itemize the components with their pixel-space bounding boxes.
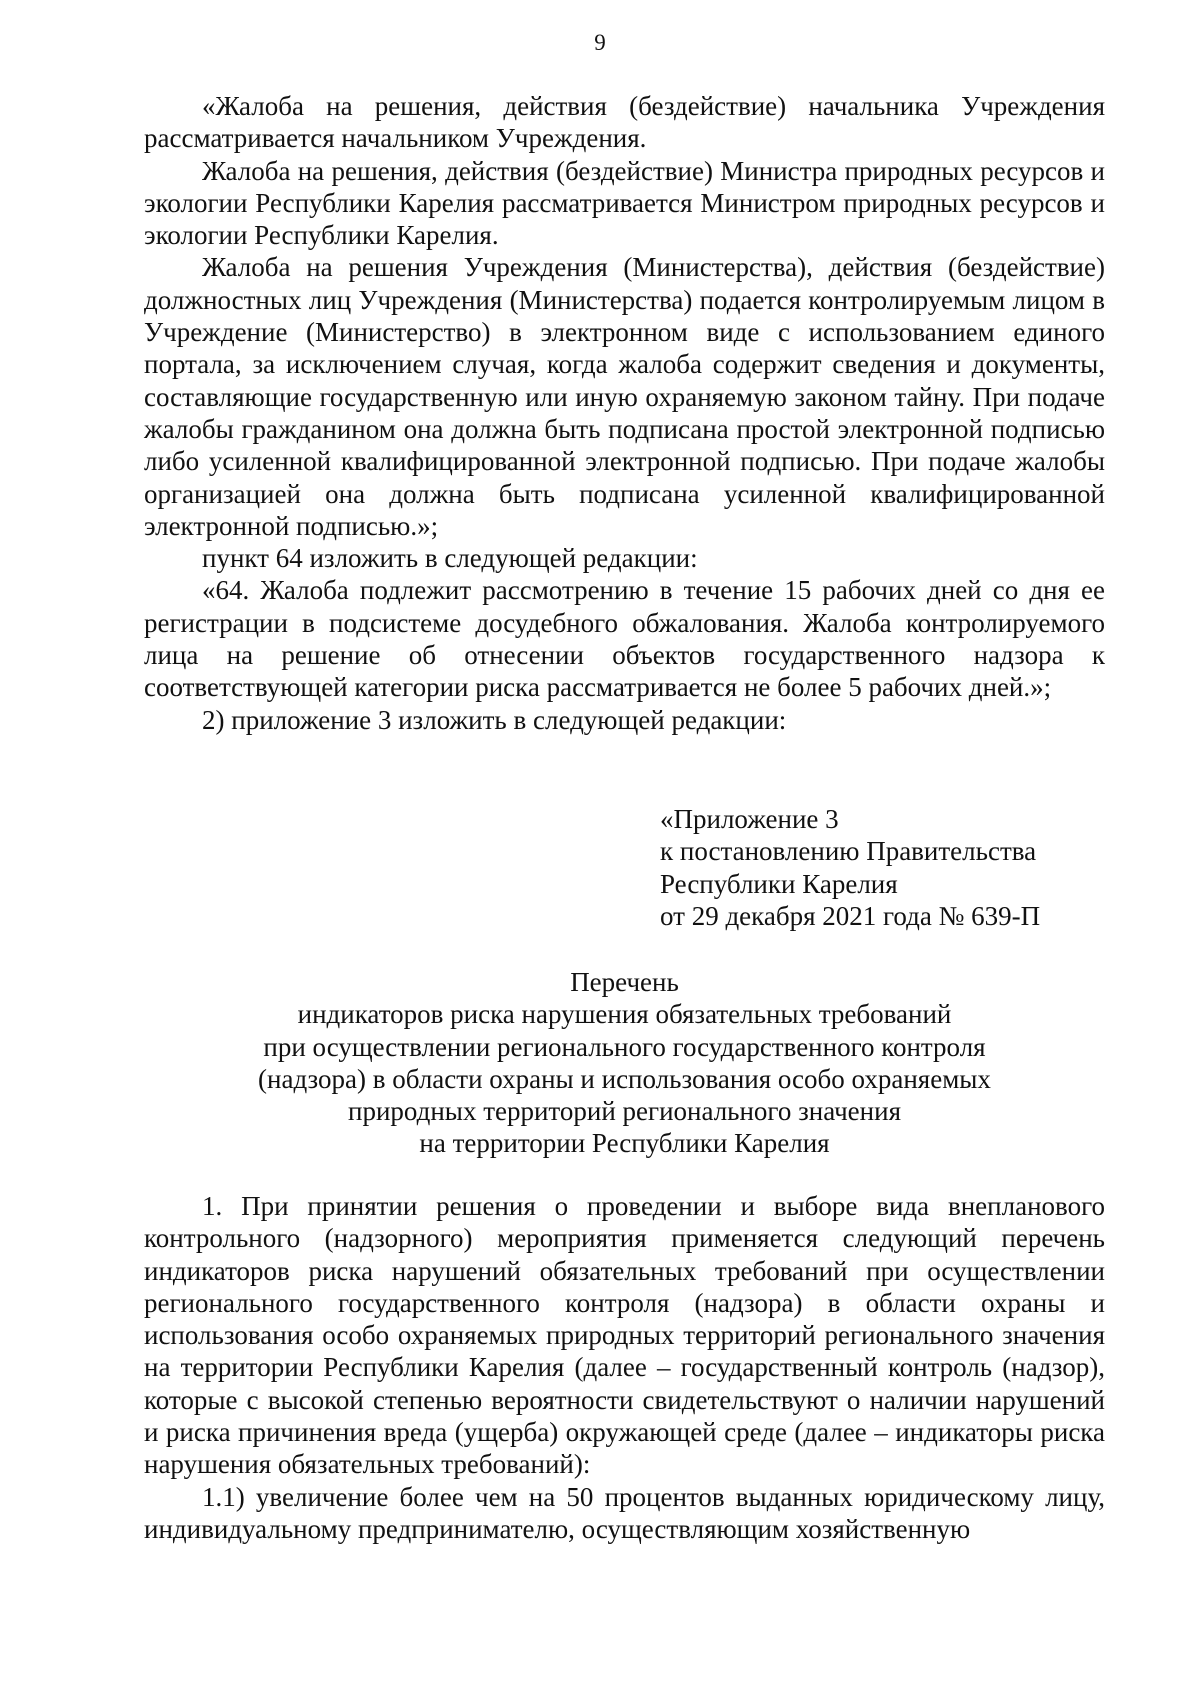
page-number: 9	[594, 30, 606, 55]
paragraph: Жалоба на решения Учреждения (Министерства), действия (бездействие) должностных лиц Учреждения (Министерства) подается контролируемым лицом в Учреждение (Министерство) в электронном виде с использованием единого портала, за исключением случая, когда жалоба содержит сведения и документы, составляющие государственную или иную охраняемую законом тайну. При подаче жалобы гражданином она должна быть подписана простой электронной подписью либо усиленной квалифицированной электронной подписью. При подаче жалобы организацией она должна быть подписана усиленной квалифицированной электронной подписью.»;	[144, 252, 1105, 541]
paragraph: «64. Жалоба подлежит рассмотрению в течение 15 рабочих дней со дня ее регистрации в подсистеме досудебного обжалования. Жалоба контролируемого лица на решение об отнесении объектов государственного надзора к соответствующей категории риска рассматривается не более 5 рабочих дней.»;	[144, 575, 1105, 703]
body-text-bottom	[144, 1190, 1105, 1545]
body-text-top	[144, 90, 1105, 736]
paragraph: Жалоба на решения, действия (бездействие) Министра природных ресурсов и экологии Республики Карелия рассматривается Министром природных ресурсов и экологии Республики Карелия.	[144, 155, 1105, 251]
title-line: при осуществлении регионального государственного контроля	[263, 1031, 986, 1062]
paragraph: 1.1) увеличение более чем на 50 процентов выданных юридическому лицу, индивидуальному предпринимателю, осуществляющим хозяйственную	[144, 1481, 1105, 1544]
appendix-line: «Приложение 3	[660, 804, 839, 834]
title-line: (надзора) в области охраны и использования особо охраняемых	[258, 1063, 991, 1094]
appendix-header	[660, 803, 1120, 932]
title-line: Перечень	[570, 967, 679, 997]
document-title	[144, 966, 1105, 1160]
title-line: на территории Республики Карелия	[419, 1128, 830, 1159]
title-line: индикаторов риска нарушения обязательных требований	[297, 999, 952, 1030]
paragraph: «Жалоба на решения, действия (бездействие) начальника Учреждения рассматривается начальником Учреждения.	[144, 91, 1105, 154]
appendix-line: к постановлению Правительства	[660, 836, 1037, 867]
paragraph: пункт 64 изложить в следующей редакции:	[202, 543, 698, 574]
title-line: природных территорий регионального значения	[348, 1096, 901, 1127]
paragraph: 2) приложение 3 изложить в следующей редакции:	[202, 704, 787, 735]
appendix-line: от 29 декабря 2021 года № 639-П	[660, 900, 1041, 931]
paragraph: 1. При принятии решения о проведении и выборе вида внепланового контрольного (надзорного) мероприятия применяется следующий перечень индикаторов риска нарушений обязательных требований при осуществлении регионального государственного контроля (надзора) в области охраны и использования особо охраняемых природных территорий регионального значения на территории Республики Карелия (далее – государственный контроль (надзор), которые с высокой степенью вероятности свидетельствуют о наличии нарушений и риска причинения вреда (ущерба) окружающей среде (далее – индикаторы риска нарушения обязательных требований):	[144, 1191, 1105, 1480]
appendix-line: Республики Карелия	[660, 868, 898, 899]
